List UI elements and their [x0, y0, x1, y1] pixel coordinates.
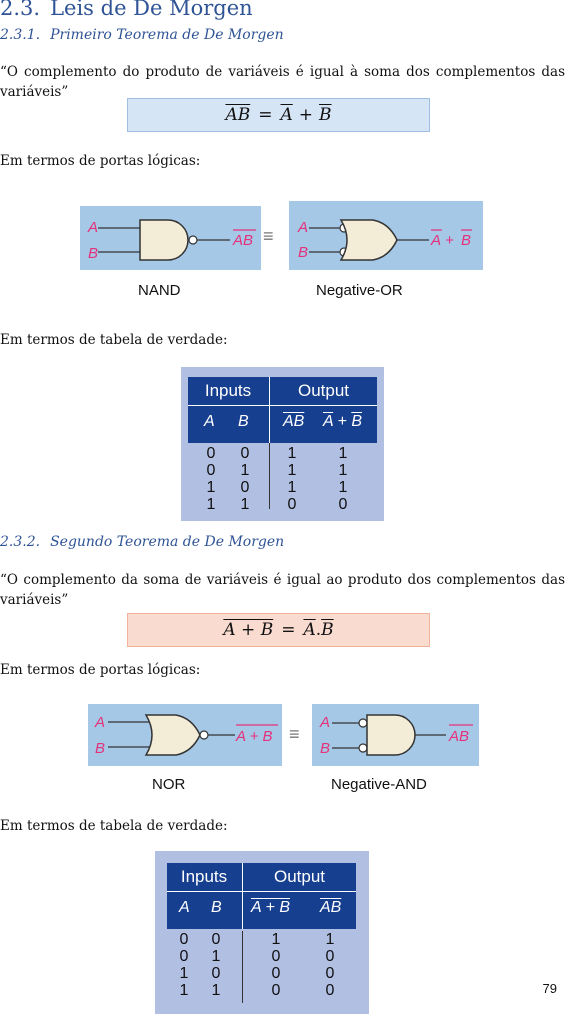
nor-neg-in-b: B	[298, 244, 309, 261]
table-cell: 0	[179, 931, 189, 948]
quote-1-line1: “O complemento do produto de variáveis é igual à soma dos complementos das	[0, 64, 565, 80]
equivalence-symbol-2: ≡	[289, 724, 300, 744]
quote-1-line2: variáveis”	[0, 84, 69, 100]
tt1-output-label: Output	[297, 381, 350, 400]
eq2-eq: =	[281, 620, 296, 640]
or-gate-body	[341, 220, 397, 260]
table-intro-1: Em termos de tabela de verdade:	[0, 332, 228, 348]
eq2-dot: .	[315, 620, 322, 640]
subsection-2-title-text: Segundo Teorema de De Morgen	[50, 534, 285, 550]
tt1-col-a: A	[204, 413, 215, 430]
eq1-plus: +	[298, 105, 314, 125]
subsection-2-number: 2.3.2.	[0, 534, 41, 550]
table-cell: 1	[206, 479, 216, 496]
nor-gate-body	[146, 715, 200, 755]
table-row	[167, 931, 356, 948]
eq2-a: $\overline{A}$	[303, 620, 316, 640]
table-cell: 1	[211, 982, 221, 999]
table-cell: 1	[325, 931, 335, 948]
tt2-inputs-label: Inputs	[180, 867, 228, 886]
gates-intro-2: Em termos de portas lógicas:	[0, 662, 201, 678]
table-cell: 1	[240, 462, 250, 479]
eq2-b: $\overline{B}$	[321, 620, 334, 640]
section-number: 2.3.	[0, 0, 41, 20]
table-cell: 0	[325, 948, 335, 965]
negative-and-label: Negative-AND	[331, 776, 427, 793]
negative-and-gate-diagram	[312, 704, 479, 766]
neg-and-in-b: B	[320, 740, 331, 757]
table-row	[188, 445, 377, 462]
nor-neg-out-a: A	[431, 232, 442, 249]
equivalence-symbol-1: ≡	[263, 226, 274, 246]
table-cell: 0	[240, 445, 250, 462]
nand-in-a: A	[88, 219, 99, 236]
and-gate-body	[140, 220, 188, 260]
truth-table-2	[155, 851, 369, 1014]
neg-and-bubble-a	[359, 719, 367, 727]
table-cell: 0	[211, 931, 221, 948]
table-row	[167, 948, 356, 965]
table-cell: 1	[338, 479, 348, 496]
table-intro-2: Em termos de tabela de verdade:	[0, 818, 228, 834]
tt1-col-o2-b: $\overline{B}$	[351, 413, 362, 430]
tt1-col-o2-a: $\overline{A}$	[323, 413, 334, 430]
tt1-inputs-label: Inputs	[204, 381, 252, 400]
nor-neg-out-plus: +	[445, 232, 454, 249]
equation-1-box	[127, 98, 430, 132]
nor-label: NOR	[152, 776, 186, 793]
tt2-col-o2	[320, 899, 341, 917]
tt1-col-o1: $\overline{AB}$	[283, 413, 305, 430]
tt2-col-o2-b: $\overline{B}$	[330, 899, 342, 916]
nand-out: AB	[233, 232, 254, 249]
table-cell: 0	[211, 965, 221, 982]
tt1-col-b: B	[238, 413, 249, 430]
table-cell: 0	[271, 948, 281, 965]
page-number: 79	[542, 981, 557, 996]
subsection-1-number: 2.3.1.	[0, 27, 41, 43]
table-cell: 1	[206, 496, 216, 513]
table-cell: 0	[271, 982, 281, 999]
nand-label: NAND	[138, 282, 181, 299]
section-title	[0, 0, 253, 20]
subsection-1-title-text: Primeiro Teorema de De Morgen	[50, 27, 284, 43]
section-title-text: Leis de De Morgen	[50, 0, 253, 20]
table-cell: 1	[211, 948, 221, 965]
negative-or-label: Negative-OR	[316, 282, 403, 299]
truth-table-1	[181, 367, 384, 521]
table-cell: 0	[206, 445, 216, 462]
eq1-b: $\overline{B}$	[319, 105, 332, 125]
negative-or-gate-diagram	[289, 201, 483, 270]
quote-1	[0, 62, 565, 102]
tt2-output-label: Output	[273, 867, 326, 886]
quote-2	[0, 570, 565, 610]
negative-or-figure	[289, 201, 483, 270]
tt2-col-b: B	[211, 899, 222, 916]
table-cell: 0	[287, 496, 297, 513]
nor-figure	[88, 704, 282, 766]
nand-figure	[80, 206, 261, 270]
nand-in-b: B	[88, 245, 99, 262]
tt2-col-o1: A + B	[251, 899, 290, 916]
nor-in-b: B	[95, 740, 106, 757]
truth-table-2-body	[167, 931, 356, 999]
eq1-a: $\overline{A}$	[280, 105, 293, 125]
tt2-col-o2-a: $\overline{A}$	[320, 899, 331, 916]
table-cell: 1	[179, 982, 189, 999]
nor-gate-diagram	[88, 704, 282, 766]
eq2-lhs: A + B	[223, 620, 274, 640]
truth-table-2-header	[167, 863, 356, 929]
equation-2-box	[127, 613, 430, 647]
eq1-lhs: $\overline{AB}$	[225, 105, 251, 125]
neg-and-bubble-b	[359, 744, 367, 752]
table-cell: 1	[287, 479, 297, 496]
table-cell: 0	[325, 965, 335, 982]
table-cell: 1	[271, 931, 281, 948]
table-cell: 1	[287, 462, 297, 479]
truth-table-1-body	[188, 445, 377, 513]
table-cell: 0	[206, 462, 216, 479]
nand-gate-diagram	[80, 206, 261, 270]
subsection-2-title	[0, 534, 284, 550]
table-cell: 1	[338, 445, 348, 462]
table-cell: 1	[240, 496, 250, 513]
table-cell: 1	[287, 445, 297, 462]
gates-intro-1: Em termos de portas lógicas:	[0, 153, 201, 169]
table-row	[167, 965, 356, 982]
eq1-eq: =	[258, 105, 273, 125]
nor-neg-in-a: A	[298, 219, 309, 236]
table-cell: 0	[325, 982, 335, 999]
nor-bubble	[200, 731, 208, 739]
table-row	[188, 462, 377, 479]
nor-out: A + B	[236, 728, 273, 745]
table-row	[167, 982, 356, 999]
table-cell: 0	[179, 948, 189, 965]
table-cell: 0	[271, 965, 281, 982]
truth-table-1-header	[188, 377, 377, 443]
neg-and-in-a: A	[320, 714, 331, 731]
tt1-col-o2-plus: +	[337, 413, 347, 430]
nor-neg-out-b: B	[461, 232, 472, 249]
table-row	[188, 496, 377, 513]
nor-in-a: A	[95, 714, 106, 731]
table-row	[188, 479, 377, 496]
table-cell: 0	[240, 479, 250, 496]
tt1-col-o2	[323, 413, 362, 431]
quote-2-line2: variáveis”	[0, 592, 69, 608]
neg-and-gate-body	[367, 715, 415, 755]
negative-and-figure	[312, 704, 479, 766]
table-cell: 1	[338, 462, 348, 479]
table-cell: 0	[338, 496, 348, 513]
inversion-bubble	[189, 236, 197, 244]
table-cell: 1	[179, 965, 189, 982]
neg-and-out: AB	[449, 728, 470, 745]
tt2-col-a: A	[179, 899, 190, 916]
quote-2-line1: “O complemento da soma de variáveis é igual ao produto dos complementos das	[0, 572, 565, 588]
subsection-1-title	[0, 27, 284, 43]
